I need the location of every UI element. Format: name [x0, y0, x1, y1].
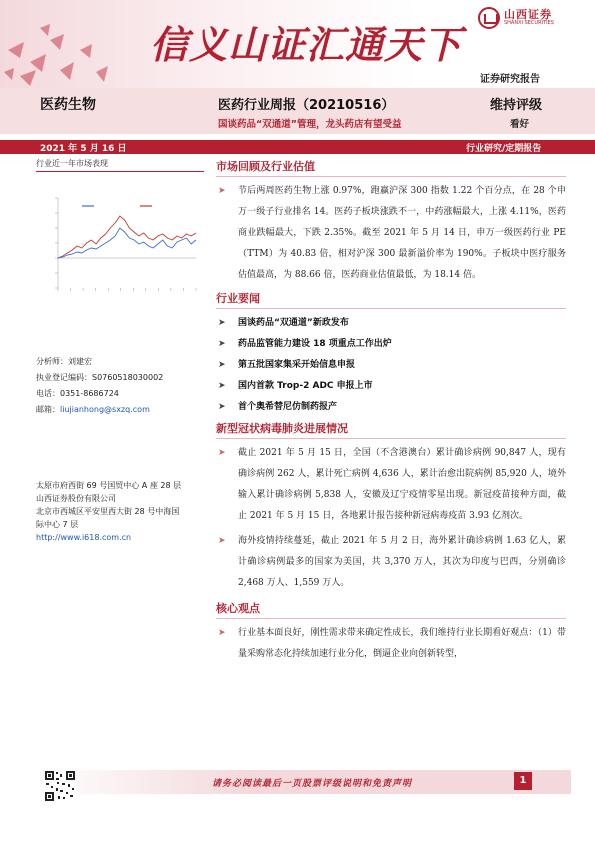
slogan: 信义山证汇通天下: [150, 22, 463, 67]
address-line: 太原市府西街 69 号国贸中心 A 座 28 层: [36, 481, 182, 490]
section-title-covid: 新型冠状病毒肺炎进展情况: [216, 420, 566, 439]
bullet-arrow-icon: ➤: [218, 381, 226, 391]
decorative-pattern-icon: [0, 0, 150, 88]
title-block: [0, 88, 595, 134]
section-title-core: 核心观点: [216, 600, 566, 619]
report-category: 行业研究/定期报告: [466, 144, 542, 154]
disclaimer-text: 请务必阅读最后一页股票评级说明和免责声明: [212, 779, 413, 789]
bullet-arrow-icon: ➤: [218, 318, 226, 328]
address-line: 北京市西城区平安里西大街 28 号中海国: [36, 507, 180, 516]
logo-name: 山西证券: [504, 8, 552, 21]
news-item: ➤ 国谈药品“双通道”新政发布: [216, 313, 566, 334]
performance-chart-svg: [36, 176, 204, 326]
bullet-arrow-icon: ➤: [218, 186, 226, 196]
performance-title: 行业近一年市场表现: [36, 158, 204, 172]
analyst-info: [36, 354, 206, 418]
core-view-text: ➤ 行业基本面良好，刚性需求带来确定性成长，我们维持行业长期看好观点：（1）带量采购常态化持续加速行业分化，倒逼企业向创新转型，: [216, 623, 566, 665]
qr-code-icon: [44, 770, 76, 802]
news-item: ➤ 国内首款 Trop-2 ADC 申报上市: [216, 376, 566, 397]
bullet-arrow-icon: ➤: [218, 536, 226, 546]
covid-domestic-text: ➤ 截止 2021 年 5 月 15 日，全国（不含港澳台）累计确诊病例 90,847 人，现有确诊病例 262 人，累计死亡病例 4,636 人，累计治愈出院病例 85,920 人，境外输入累计确诊病例 5,838 人，安徽及辽宁疫情零星出现。新冠疫苗接种方面，截止 2021 年 5 月 15 日，各地累计报告接种新冠病毒疫苗 3.93 亿剂次。: [216, 443, 566, 527]
news-item: ➤ 第五批国家集采开始信息申报: [216, 355, 566, 376]
performance-chart: [36, 176, 204, 326]
company-url-link[interactable]: http://www.i618.com.cn: [36, 533, 132, 542]
bullet-arrow-icon: ➤: [218, 339, 226, 349]
report-subtitle: 国谈药品“双通道”管理，龙头药店有望受益: [218, 119, 402, 130]
rating-label: 维持评级: [490, 98, 543, 113]
sidebar: [36, 158, 204, 326]
chart-series-index: [58, 228, 196, 258]
report-title: 医药行业周报（20210516）: [218, 98, 395, 113]
analyst-name: 分析师：刘建宏: [36, 357, 92, 366]
report-date: 2021 年 5 月 16 日: [40, 144, 127, 154]
logo-subtitle: SHANXI SECURITIES: [504, 20, 554, 26]
market-review-text: ➤ 节后两周医药生物上涨 0.97%，跑赢沪深 300 指数 1.22 个百分点，在 28 个申万一级子行业排名 14。医药子板块涨跌不一，中药涨幅最大，上涨 4.11%，医药商业跌幅最大，下跌 2.35%。截至 2021 年 5 月 14 日，申万一级医药行业 PE（TTM）为 40.83 倍，相对沪深 300 最新溢价率为 190%。子板块中医疗服务估值最高，为 88.66 倍，医药商业估值最低，为 18.14 倍。: [216, 181, 566, 286]
header-banner: [0, 0, 595, 88]
rating-value: 看好: [510, 119, 530, 130]
section-title-market: 市场回顾及行业估值: [216, 158, 566, 177]
address-line: 际中心 7 层: [36, 520, 79, 529]
analyst-email-row: [36, 402, 206, 418]
page-number: 1: [514, 772, 532, 790]
sector-name: 医药生物: [40, 97, 96, 113]
bullet-arrow-icon: ➤: [218, 360, 226, 370]
analyst-phone: 电话：0351-8686724: [36, 389, 119, 398]
news-item: ➤ 首个奥希替尼仿制药报产: [216, 397, 566, 418]
company-address: [36, 479, 206, 544]
bullet-arrow-icon: ➤: [218, 448, 226, 458]
analyst-email-link[interactable]: liujianhong@sxzq.com: [60, 405, 150, 414]
email-label: 邮箱：: [36, 405, 60, 414]
address-line: 山西证券股份有限公司: [36, 494, 116, 503]
news-item: ➤ 药品监管能力建设 18 项重点工作出炉: [216, 334, 566, 355]
bullet-arrow-icon: ➤: [218, 402, 226, 412]
analyst-cert: 执业登记编码：S0760518030002: [36, 373, 164, 382]
main-content: [216, 158, 566, 665]
covid-overseas-text: ➤ 海外疫情持续蔓延，截止 2021 年 5 月 2 日，海外累计确诊病例 1.63 亿人，累计确诊病例最多的国家为美国，共 3,370 万人，其次为印度与巴西，分别确诊 2,468 万人、1,559 万人。: [216, 531, 566, 594]
date-bar: [0, 140, 595, 154]
report-type: 证券研究报告: [480, 74, 540, 85]
company-logo: [478, 6, 588, 32]
logo-icon: [478, 7, 500, 29]
section-title-news: 行业要闻: [216, 290, 566, 309]
chart-series-industry: [58, 216, 196, 258]
bullet-arrow-icon: ➤: [218, 628, 226, 638]
